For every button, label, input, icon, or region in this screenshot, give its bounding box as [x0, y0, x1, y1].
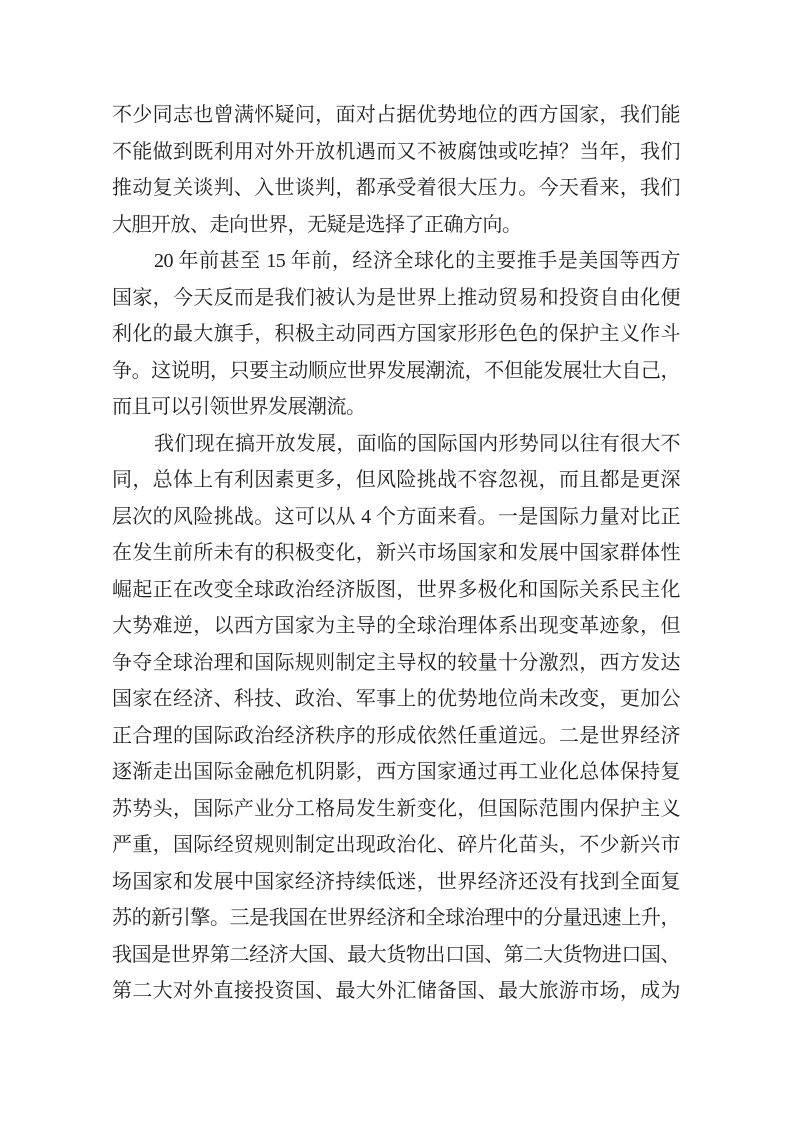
text-line: 场国家和发展中国家经济持续低迷，世界经济还没有找到全面复	[112, 870, 680, 893]
text-line: 而且可以引领世界发展潮流。	[112, 396, 366, 418]
text-line: 严重，国际经贸规则制定出现政治化、碎片化苗头，不少新兴市	[112, 834, 680, 856]
text-line: 国家在经济、科技、政治、军事上的优势地位尚未改变，更加公	[112, 688, 680, 710]
text-line: 20 年前甚至 15 年前，经济全球化的主要推手是美国等西方	[154, 250, 680, 272]
text-line: 推动复关谈判、入世谈判，都承受着很大压力。今天看来，我们	[112, 177, 680, 199]
text-line: 我们现在搞开放发展，面临的国际国内形势同以往有很大不	[154, 432, 680, 455]
text-line: 不少同志也曾满怀疑问，面对占据优势地位的西方国家，我们能	[112, 104, 680, 126]
document-text-block	[112, 97, 680, 1010]
text-line: 第二大对外直接投资国、最大外汇储备国、最大旅游市场，成为	[112, 980, 680, 1002]
text-line: 国家，今天反而是我们被认为是世界上推动贸易和投资自由化便	[112, 286, 680, 309]
text-line: 大势难逆，以西方国家为主导的全球治理体系出现变革迹象，但	[112, 615, 680, 637]
text-line: 利化的最大旗手，积极主动同西方国家形形色色的保护主义作斗	[112, 323, 680, 345]
text-line: 层次的风险挑战。这可以从 4 个方面来看。一是国际力量对比正	[112, 505, 680, 528]
text-line: 不能做到既利用对外开放机遇而又不被腐蚀或吃掉？当年，我们	[112, 140, 680, 163]
text-line: 同，总体上有利因素更多，但风险挑战不容忽视，而且都是更深	[112, 469, 680, 491]
text-line: 崛起正在改变全球政治经济版图，世界多极化和国际关系民主化	[112, 578, 680, 601]
text-line: 逐渐走出国际金融危机阴影，西方国家通过再工业化总体保持复	[112, 761, 680, 783]
text-line: 我国是世界第二经济大国、最大货物出口国、第二大货物进口国、	[112, 943, 680, 966]
text-line: 在发生前所未有的积极变化，新兴市场国家和发展中国家群体性	[112, 542, 680, 564]
text-line: 苏势头，国际产业分工格局发生新变化，但国际范围内保护主义	[112, 797, 680, 820]
text-line: 争。这说明，只要主动顺应世界发展潮流，不但能发展壮大自己，	[112, 359, 680, 382]
text-line: 大胆开放、走向世界，无疑是选择了正确方向。	[112, 213, 522, 236]
paragraph	[112, 426, 680, 1010]
paragraph	[112, 243, 680, 426]
text-line: 争夺全球治理和国际规则制定主导权的较量十分激烈，西方发达	[112, 651, 680, 674]
paragraph	[112, 97, 680, 243]
text-line: 正合理的国际政治经济秩序的形成依然任重道远。二是世界经济	[112, 724, 680, 747]
text-line: 苏的新引擎。三是我国在世界经济和全球治理中的分量迅速上升，	[112, 907, 680, 929]
